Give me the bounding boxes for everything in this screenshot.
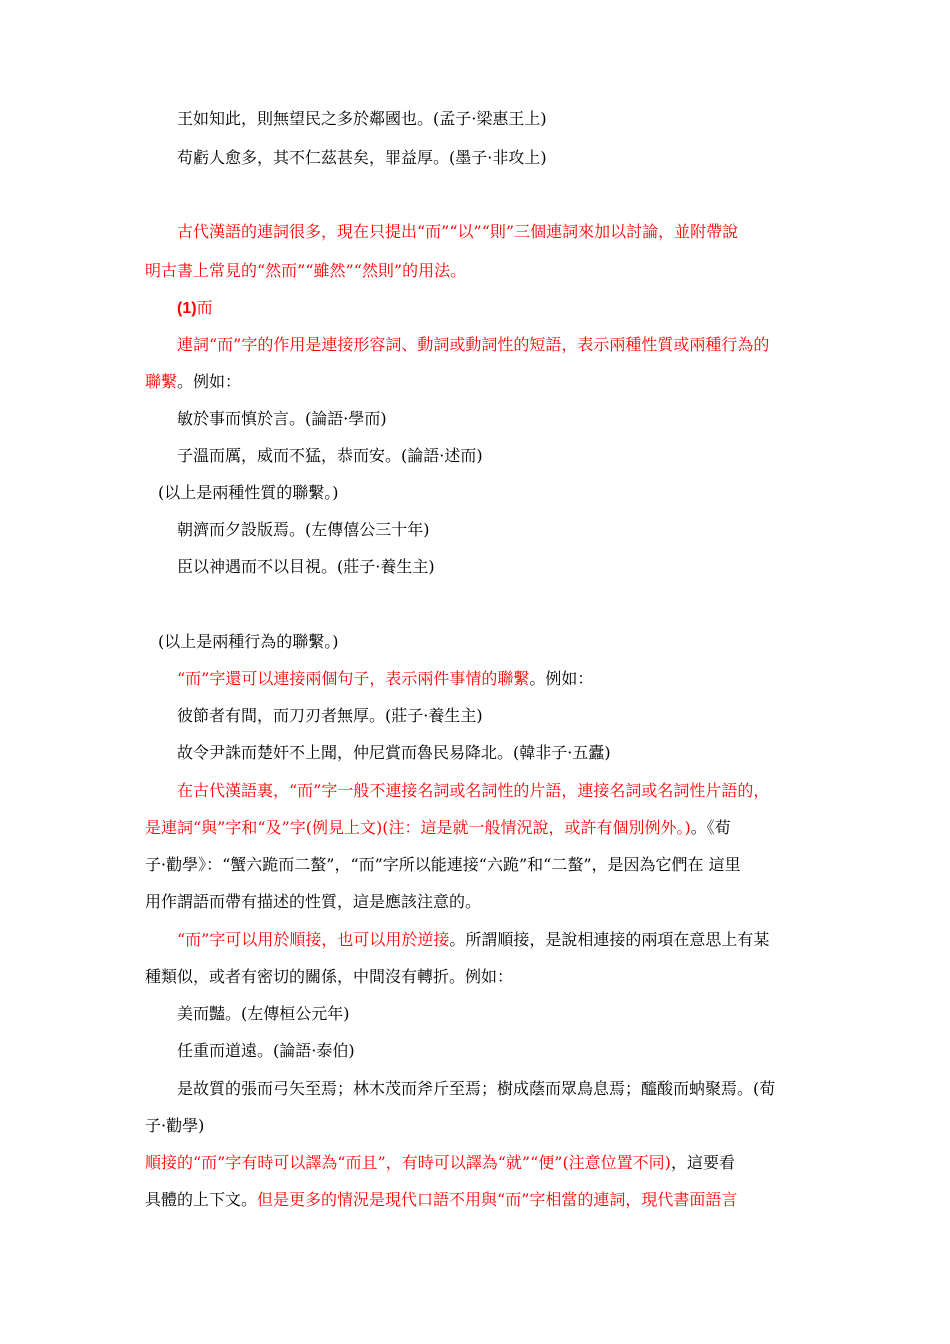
plain-text: 具體的上下文。 — [145, 1190, 258, 1209]
example-zuozhuan-xi: 朝濟而夕設版焉。(左傳僖公三十年) — [177, 520, 430, 539]
example-zhuangzi-2: 彼節者有間，而刀刃者無厚。(莊子·養生主) — [177, 706, 483, 725]
plain-text: 。例如： — [529, 669, 594, 688]
para-shunjie-line-2: 種類似，或者有密切的關係，中間沒有轉折。例如： — [145, 967, 514, 986]
example-analects-shuer: 子溫而厲，威而不猛，恭而安。(論語·述而) — [177, 446, 483, 465]
intro-paragraph-line-2: 明古書上常見的“然而”“雖然”“然則”的用法。 — [145, 261, 467, 280]
highlight-text: “而”字還可以連接兩個句子，表示兩件事情的聯繫 — [177, 669, 530, 688]
example-zhuangzi-1: 臣以神遇而不以目視。(莊子·養生主) — [177, 557, 435, 576]
example-xunzi-line-1: 是故質的張而弓矢至焉；林木茂而斧斤至焉；樹成蔭而眾鳥息焉；醯酸而蚋聚焉。(荀 — [177, 1079, 776, 1098]
para-er-nouns-line-1: 在古代漢語裏，“而”字一般不連接名詞或名詞性的片語，連接名詞或名詞性片語的， — [177, 781, 770, 800]
para-er-nouns-line-2 — [145, 817, 731, 839]
para-er-sentences — [177, 668, 593, 690]
section-title: 而 — [196, 298, 213, 317]
para-er-definition-line-1: 連詞“而”字的作用是連接形容詞、動詞或動詞性的短語，表示兩種性質或兩種行為的 — [177, 335, 770, 354]
example-analects-xueer: 敏於事而慎於言。(論語·學而) — [177, 409, 387, 428]
para-er-nouns-line-4: 用作謂語而帶有描述的性質，這是應該注意的。 — [145, 892, 482, 911]
example-xunzi-line-2: 子·勸學) — [145, 1116, 205, 1135]
section-heading-er — [177, 297, 213, 320]
plain-text: 。所謂順接，是說相連接的兩項在意思上有某 — [449, 930, 770, 949]
para-translation-line-1 — [145, 1152, 735, 1174]
highlight-text: 是連詞“與”字和“及”字(例見上文)(注：這是就一般情況說，或許有個別例外。) — [145, 818, 691, 837]
example-analects-taibo: 任重而道遠。(論語·泰伯) — [177, 1041, 355, 1060]
section-number: (1) — [177, 300, 197, 317]
para-er-nouns-line-3: 子·勸學》：“蟹六跪而二螯”，“而”字所以能連接“六跪”和“二螯”，是因為它們在 這里 — [145, 855, 741, 874]
highlight-text: “而”字可以用於順接，也可以用於逆接 — [177, 930, 450, 949]
plain-text: ，這要看 — [670, 1153, 735, 1172]
highlight-text: 但是更多的情況是現代口語不用與“而”字相當的連詞，現代書面語言 — [257, 1190, 738, 1209]
note-two-actions: (以上是兩種行為的聯繫。) — [158, 632, 339, 651]
highlight-text: 順接的“而”字有時可以譯為“而且”，有時可以譯為“就”“便”(注意位置不同) — [145, 1153, 671, 1172]
plain-text: 。《荀 — [690, 818, 731, 837]
para-shunjie-line-1 — [177, 929, 769, 951]
example-hanfeizi: 故令尹誅而楚奸不上聞，仲尼賞而魯民易降北。(韓非子·五蠹) — [177, 743, 611, 762]
note-two-qualities: (以上是兩種性質的聯繫。) — [158, 483, 339, 502]
para-translation-line-2 — [145, 1189, 737, 1211]
quote-mencius: 王如知此，則無望民之多於鄰國也。(孟子·梁惠王上) — [177, 109, 547, 128]
plain-text: 。例如： — [177, 372, 242, 391]
example-zuozhuan-huan: 美而豔。(左傳桓公元年) — [177, 1004, 350, 1023]
para-er-definition-line-2 — [145, 371, 241, 393]
intro-paragraph-line-1: 古代漢語的連詞很多，現在只提出“而”“以”“則”三個連詞來加以討論，並附帶說 — [177, 222, 739, 241]
quote-mozi: 苟虧人愈多，其不仁茲甚矣，罪益厚。(墨子·非攻上) — [177, 148, 547, 167]
highlight-text: 聯繫 — [145, 372, 178, 391]
